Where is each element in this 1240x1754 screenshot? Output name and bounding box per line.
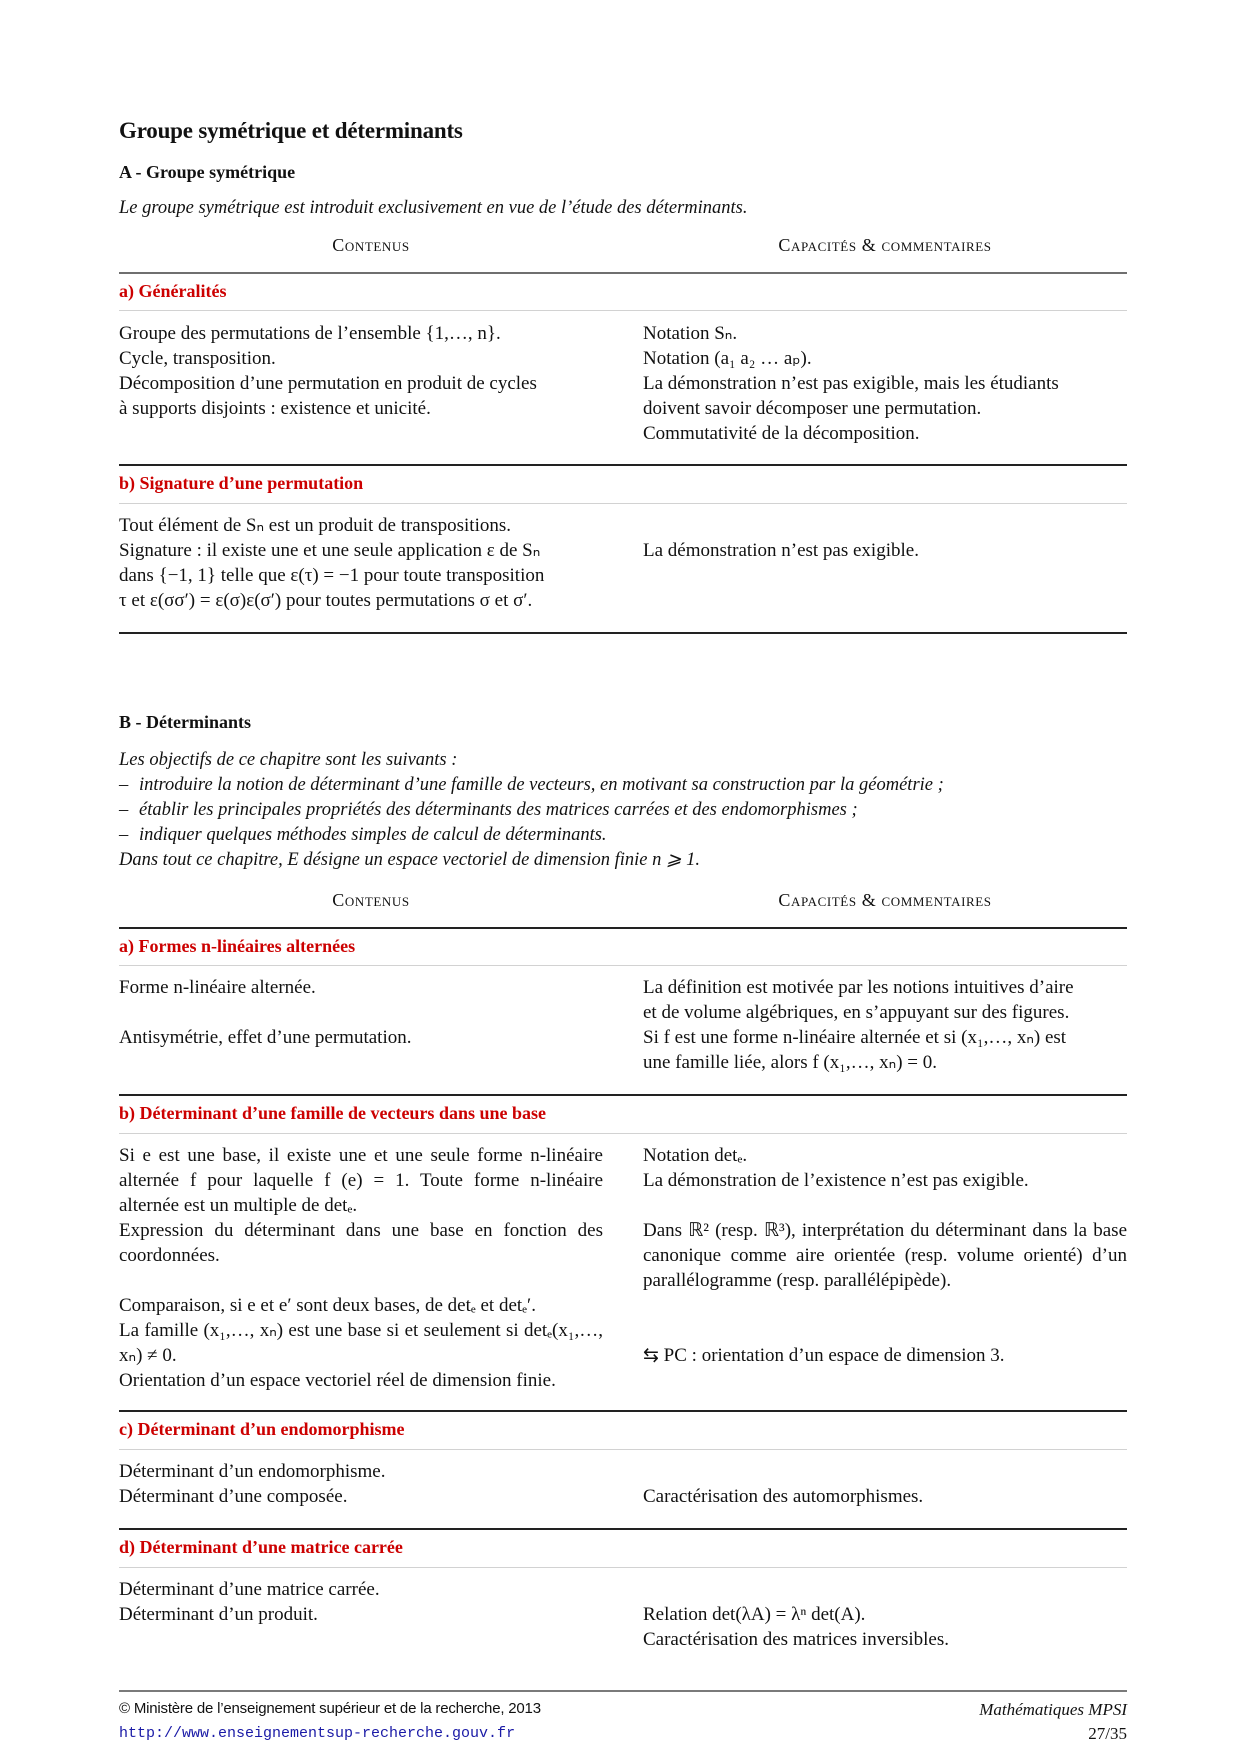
spacer [119,1000,603,1025]
subsection-rule [119,310,1127,311]
text-line: Commutativité de la décomposition. [643,423,920,444]
text-line: Décomposition d’une permutation en produit de cycles [119,373,537,394]
subsection-separator [119,1528,1127,1530]
contenus-cell-determinant-famille [119,1143,603,1393]
spacer [643,1459,1127,1484]
section-b-heading: B - Déterminants [119,712,251,732]
text-line: La démonstration de l’existence n’est pas exigible. [643,1170,1029,1191]
text-line: Notation detₑ. [643,1145,748,1166]
contenus-cell-formes [119,975,603,1050]
text-line: La définition est motivée par les notions intuitives d’aire [643,977,1074,998]
text-paragraph: Si e est une base, il existe une et une seule forme n-linéaire alternée f pour laquelle f (e) = 1. Toute forme n-linéaire alternée est un multiple de detₑ. [119,1145,603,1216]
ministry-url-link[interactable]: http://www.enseignementsup-recherche.gouv.fr [119,1725,516,1742]
text-line: Déterminant d’une composée. [119,1486,348,1507]
subsection-title-endomorphisme: c) Déterminant d’un endomorphisme [119,1419,405,1439]
objective-item: – établir les principales propriétés des déterminants des matrices carrées et des endomorphismes ; [119,798,1127,823]
spacer [119,1268,603,1293]
subsection-separator [119,1410,1127,1412]
text-line: Tout élément de Sₙ est un produit de transpositions. [119,515,511,536]
capacites-cell-matrice-carree [643,1577,1127,1652]
spacer [643,1193,1127,1218]
text-line: dans {−1, 1} telle que ε(τ) = −1 pour toute transposition [119,565,545,586]
text-line: Forme n-linéaire alternée. [119,977,316,998]
intro-tail: Dans tout ce chapitre, E désigne un espace vectoriel de dimension finie n ⩾ 1. [119,850,700,870]
text-line: Caractérisation des matrices inversibles. [643,1629,950,1650]
objective-item: – introduire la notion de déterminant d’une famille de vecteurs, en motivant sa construction par la géométrie ; [119,773,1127,798]
text-line: Si f est une forme n-linéaire alternée et si (x₁,…, xₙ) est [643,1027,1067,1048]
spacer [643,1318,1127,1343]
text-line: et de volume algébriques, en s’appuyant sur des figures. [643,1002,1070,1023]
text-line: τ et ε(σσ′) = ε(σ)ε(σ′) pour toutes permutations σ et σ′. [119,590,533,611]
subsection-rule [119,1449,1127,1450]
dash-bullet: – [119,825,129,845]
dash-bullet: – [119,800,129,820]
intro-lead: Les objectifs de ce chapitre sont les suivants : [119,750,458,770]
subsection-title-determinant-famille: b) Déterminant d’une famille de vecteurs dans une base [119,1103,546,1123]
text-paragraph: Dans ℝ² (resp. ℝ³), interprétation du déterminant dans la base canonique comme aire orientée (resp. volume orienté) d’un parallélogramme (resp. parallélépipède). [643,1220,1127,1291]
copyright-text: © Ministère de l’enseignement supérieur et de la recherche, 2013 [119,1700,541,1717]
text-paragraph: Expression du déterminant dans une base en fonction des coordonnées. [119,1220,603,1266]
subsection-title-generalites: a) Généralités [119,281,227,301]
subsection-rule [119,965,1127,966]
text-line: Notation (a₁ a₂ … aₚ). [643,348,812,369]
text-line: Cycle, transposition. [119,348,276,369]
table-header-rule [119,272,1127,274]
page-number: 27/35 [1088,1724,1127,1743]
capacites-cell-endomorphisme [643,1459,1127,1509]
text-line: Caractérisation des automorphismes. [643,1486,924,1507]
column-header-capacites: Capacités & commentaires [778,890,992,910]
contenus-cell-signature [119,513,603,613]
capacites-cell-signature [643,538,1127,563]
text-line: La démonstration n’est pas exigible. [643,540,919,561]
footer-rule [119,1690,1127,1692]
column-header-contenus: Contenus [332,235,410,255]
text-line: à supports disjoints : existence et unicité. [119,398,431,419]
text-line: Relation det(λA) = λⁿ det(A). [643,1604,866,1625]
text-line: Comparaison, si e et e′ sont deux bases, de detₑ et detₑ′. [119,1295,536,1316]
contenus-cell-generalites [119,321,603,421]
column-header-contenus: Contenus [332,890,410,910]
text-line: une famille liée, alors f (x₁,…, xₙ) = 0. [643,1052,937,1073]
capacites-cell-formes [643,975,1127,1075]
subsection-rule [119,503,1127,504]
course-name: Mathématiques MPSI [979,1700,1127,1719]
subsection-separator [119,464,1127,466]
column-header-capacites: Capacités & commentaires [778,235,992,255]
subsection-title-matrice-carree: d) Déterminant d’une matrice carrée [119,1537,403,1557]
text-line: Déterminant d’un produit. [119,1604,318,1625]
crossref-pc: ⇆ PC : orientation d’un espace de dimension 3. [643,1345,1005,1366]
subsection-title-formes-n-lineaires: a) Formes n-linéaires alternées [119,936,356,956]
text-line: Antisymétrie, effet d’une permutation. [119,1027,412,1048]
text-line: La démonstration n’est pas exigible, mais les étudiants [643,373,1059,394]
text-line: Déterminant d’une matrice carrée. [119,1579,380,1600]
text-line: Notation Sₙ. [643,323,738,344]
text-line: Orientation d’un espace vectoriel réel de dimension finie. [119,1370,556,1391]
table-header-rule [119,927,1127,929]
text-line: Groupe des permutations de l’ensemble {1,…, n}. [119,323,501,344]
section-a-intro: Le groupe symétrique est introduit exclusivement en vue de l’étude des déterminants. [119,198,748,218]
capacites-cell-generalites [643,321,1127,446]
capacites-cell-determinant-famille [643,1143,1127,1368]
section-a-heading: A - Groupe symétrique [119,162,296,182]
contenus-cell-endomorphisme [119,1459,603,1509]
subsection-title-signature: b) Signature d’une permutation [119,473,364,493]
table-end-rule [119,632,1127,634]
subsection-separator [119,1094,1127,1096]
text-paragraph: La famille (x₁,…, xₙ) est une base si et seulement si detₑ(x₁,…, xₙ) ≠ 0. [119,1320,603,1366]
text-line: Signature : il existe une et une seule application ε de Sₙ [119,540,541,561]
contenus-cell-matrice-carree [119,1577,603,1627]
objective-item: – indiquer quelques méthodes simples de calcul de déterminants. [119,823,1127,848]
text-line: doivent savoir décomposer une permutation. [643,398,982,419]
text-line: Déterminant d’un endomorphisme. [119,1461,386,1482]
dash-bullet: – [119,775,129,795]
section-b-intro [119,748,1127,873]
subsection-rule [119,1567,1127,1568]
spacer [643,1577,1127,1602]
spacer [643,1293,1127,1318]
subsection-rule [119,1133,1127,1134]
page-title: Groupe symétrique et déterminants [119,118,463,143]
